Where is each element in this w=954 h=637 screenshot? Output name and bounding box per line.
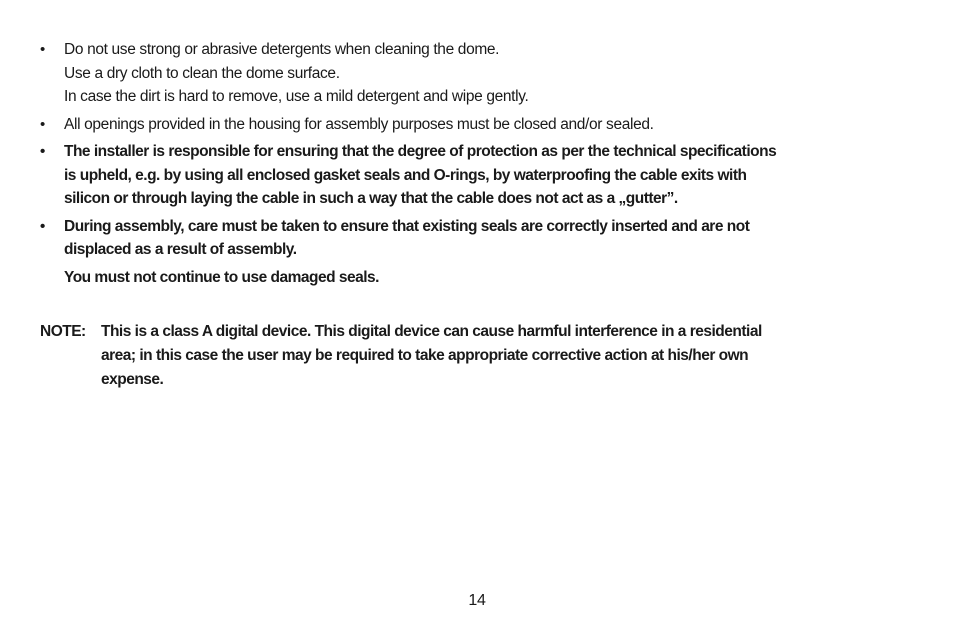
list-item-line: Do not use strong or abrasive detergents when cleaning the dome. — [64, 41, 500, 58]
list-item-line: The installer is responsible for ensuring that the degree of protection as per the technical specifications — [64, 143, 777, 160]
bullet-marker: • — [40, 217, 45, 235]
note-body — [101, 320, 890, 392]
list-item-extra-paragraph: You must not continue to use damaged seals. — [64, 268, 379, 286]
list-item — [40, 113, 890, 137]
note-line: expense. — [101, 371, 164, 388]
maintenance-instructions-list — [40, 38, 890, 293]
page-number — [0, 592, 954, 610]
list-item-line: silicon or through laying the cable in such a way that the cable does not act as a „gutter”. — [64, 190, 678, 207]
list-item-line: Use a dry cloth to clean the dome surface. — [64, 64, 340, 82]
bullet-marker: • — [40, 143, 45, 160]
list-item-line: is upheld, e.g. by using all enclosed gasket seals and O-rings, by waterproofing the cable exits with — [64, 166, 747, 184]
list-item-line: All openings provided in the housing for assembly purposes must be closed and/or sealed. — [64, 115, 654, 133]
list-item-line: In case the dirt is hard to remove, use a mild detergent and wipe gently. — [64, 88, 529, 105]
list-item-line: During assembly, care must be taken to ensure that existing seals are correctly inserted and are not — [64, 217, 750, 235]
list-item — [40, 140, 890, 211]
bullet-marker: • — [40, 115, 45, 133]
note-block — [40, 320, 890, 392]
note-line: area; in this case the user may be required to take appropriate corrective action at his/her own — [101, 347, 749, 364]
bullet-marker: • — [40, 41, 45, 58]
page-number-text: 14 — [468, 592, 486, 609]
list-item-line: displaced as a result of assembly. — [64, 241, 297, 258]
note-line: This is a class A digital device. This digital device can cause harmful interference in a residential — [101, 323, 762, 340]
list-item — [40, 215, 890, 290]
note-label: NOTE: — [40, 323, 86, 340]
list-item — [40, 38, 890, 109]
